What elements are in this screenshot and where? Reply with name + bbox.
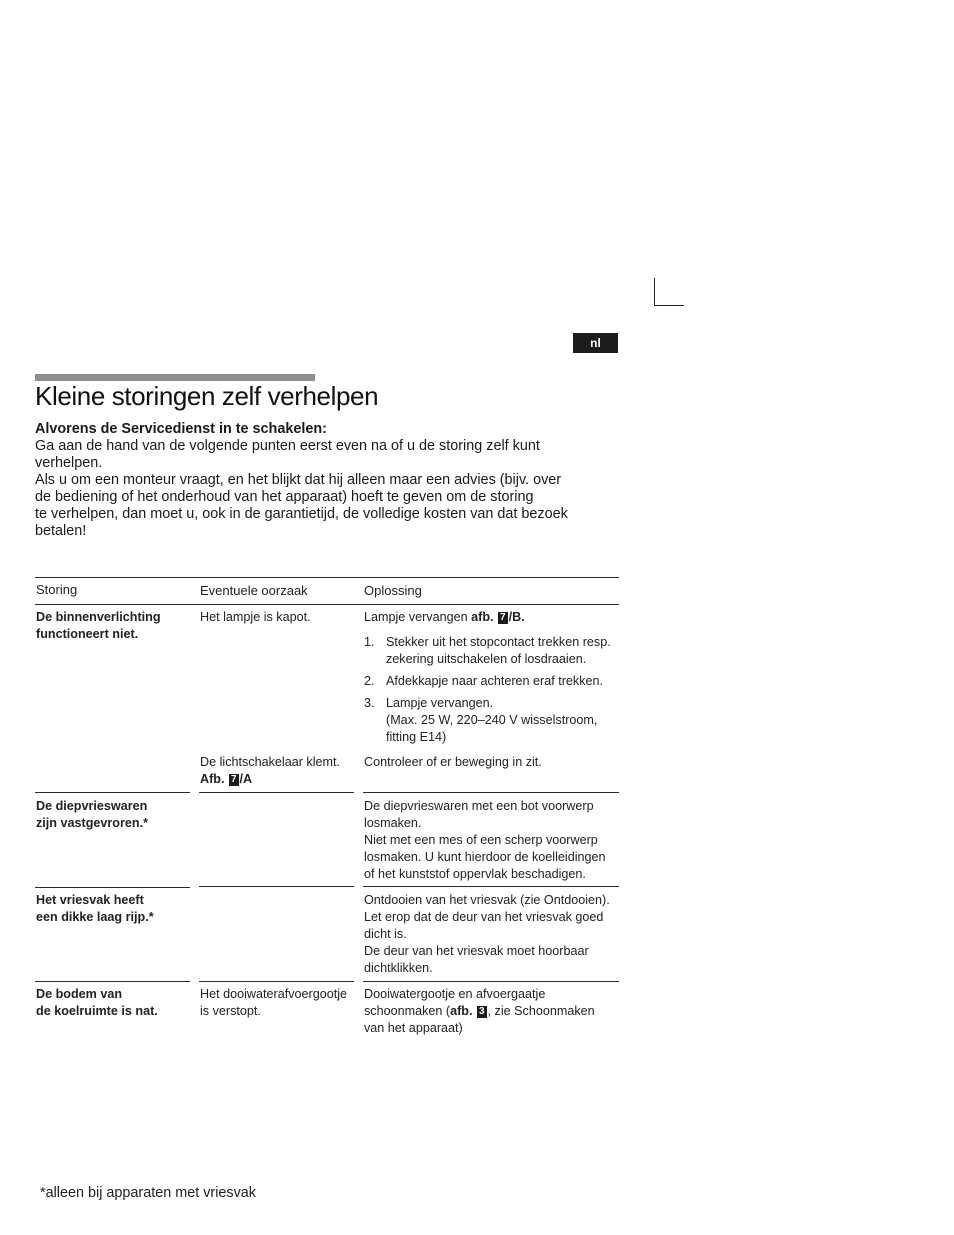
list-item	[364, 634, 619, 668]
figure-suffix: /B.	[508, 610, 525, 624]
fault-cell	[36, 798, 148, 832]
table-rule	[363, 886, 619, 887]
intro-line: te verhelpen, dan moet u, ook in de garantietijd, de volledige kosten van dat bezoek	[35, 506, 568, 522]
step-line: Lampje vervangen.	[386, 696, 494, 710]
fault-line: een dikke laag rijp.*	[36, 910, 154, 924]
solution-line: Let erop dat de deur van het vriesvak goed	[364, 910, 604, 924]
solution-line: losmaken.	[364, 816, 422, 830]
intro-line: Ga aan de hand van de volgende punten eerst even na of u de storing zelf kunt	[35, 438, 540, 454]
figure-reference: afb.	[471, 610, 494, 624]
table-rule-top	[35, 577, 619, 578]
step-list	[364, 634, 619, 751]
cause-line	[200, 771, 340, 788]
cause-line: is verstopt.	[200, 1004, 261, 1018]
fault-line: Het vriesvak heeft	[36, 893, 144, 907]
intro-line: verhelpen.	[35, 455, 103, 471]
table-rule	[35, 981, 190, 982]
solution-line: dicht is.	[364, 927, 407, 941]
cause-cell	[200, 754, 340, 788]
table-rule	[363, 792, 619, 793]
table-rule	[199, 886, 354, 887]
solution-cell	[364, 609, 525, 626]
solution-line	[364, 1003, 595, 1020]
solution-text: Lampje vervangen	[364, 610, 468, 624]
solution-line: Niet met een mes of een scherp voorwerp	[364, 833, 598, 847]
intro-line: de bediening of het onderhoud van het apparaat) hoeft te geven om de storing	[35, 489, 534, 505]
cause-cell	[200, 986, 347, 1020]
fault-line: functioneert niet.	[36, 627, 139, 641]
fault-line: de koelruimte is nat.	[36, 1004, 158, 1018]
figure-number-badge: 7	[230, 774, 237, 785]
step-line: Stekker uit het stopcontact trekken resp.	[386, 635, 611, 649]
intro-line: betalen!	[35, 523, 87, 539]
table-rule	[199, 792, 354, 793]
table-rule	[199, 981, 354, 982]
fault-line: De binnenverlichting	[36, 610, 161, 624]
section-bar	[35, 374, 315, 381]
solution-text: , zie Schoonmaken	[487, 1004, 595, 1018]
cause-line: Het dooiwaterafvoergootje	[200, 987, 348, 1001]
header-solution: Oplossing	[364, 583, 422, 598]
solution-line: De diepvrieswaren met een bot voorwerp	[364, 799, 594, 813]
crop-mark-vertical	[654, 278, 655, 306]
fault-line: De bodem van	[36, 987, 123, 1001]
language-tab: nl	[573, 333, 618, 353]
solution-line: dichtklikken.	[364, 961, 433, 975]
solution-line: Dooiwatergootje en afvoergaatje	[364, 987, 546, 1001]
crop-mark-horizontal	[654, 305, 684, 306]
solution-cell	[364, 986, 595, 1037]
solution-line: Ontdooien van het vriesvak (zie Ontdooien).	[364, 893, 610, 907]
table-rule-header	[35, 604, 619, 605]
header-cause: Eventuele oorzaak	[200, 583, 308, 598]
solution-line: De deur van het vriesvak moet hoorbaar	[364, 944, 589, 958]
solution-line: van het apparaat)	[364, 1021, 463, 1035]
step-line: Afdekkapje naar achteren eraf trekken.	[386, 674, 604, 688]
cause-line: De lichtschakelaar klemt.	[200, 755, 340, 769]
step-line: (Max. 25 W, 220–240 V wisselstroom,	[386, 713, 598, 727]
figure-reference: afb.	[450, 1004, 473, 1018]
step-line: zekering uitschakelen of losdraaien.	[386, 652, 587, 666]
solution-cell: Controleer of er beweging in zit.	[364, 755, 542, 769]
fault-line: zijn vastgevroren.*	[36, 816, 148, 830]
intro-line: Als u om een monteur vraagt, en het blijkt dat hij alleen maar een advies (bijv. over	[35, 472, 562, 488]
cause-cell: Het lampje is kapot.	[200, 610, 311, 624]
solution-cell	[364, 798, 606, 883]
figure-reference: Afb.	[200, 772, 225, 786]
header-fault: Storing	[36, 582, 78, 597]
step-number: 2.	[364, 674, 375, 688]
figure-suffix: /A	[239, 772, 253, 786]
table-rule	[35, 887, 190, 888]
step-line: fitting E14)	[386, 730, 447, 744]
step-number: 1.	[364, 635, 375, 649]
fault-cell	[36, 609, 161, 643]
figure-number-badge: 3	[479, 1006, 485, 1017]
step-number: 3.	[364, 696, 375, 710]
table-rule	[363, 981, 619, 982]
footnote: *alleen bij apparaten met vriesvak	[40, 1185, 256, 1201]
fault-cell	[36, 986, 158, 1020]
solution-line: of het kunststof oppervlak beschadigen.	[364, 867, 586, 881]
solution-line: losmaken. U kunt hierdoor de koelleidingen	[364, 850, 606, 864]
intro-subheading: Alvorens de Servicedienst in te schakelen:	[35, 421, 327, 437]
intro-text	[35, 421, 615, 540]
list-item	[364, 673, 619, 690]
fault-line: De diepvrieswaren	[36, 799, 148, 813]
solution-cell	[364, 892, 610, 977]
page-title: Kleine storingen zelf verhelpen	[35, 381, 379, 411]
solution-text: schoonmaken (	[364, 1004, 451, 1018]
figure-number-badge: 7	[500, 612, 506, 623]
fault-cell	[36, 892, 154, 926]
table-rule	[35, 792, 190, 793]
list-item	[364, 695, 619, 746]
